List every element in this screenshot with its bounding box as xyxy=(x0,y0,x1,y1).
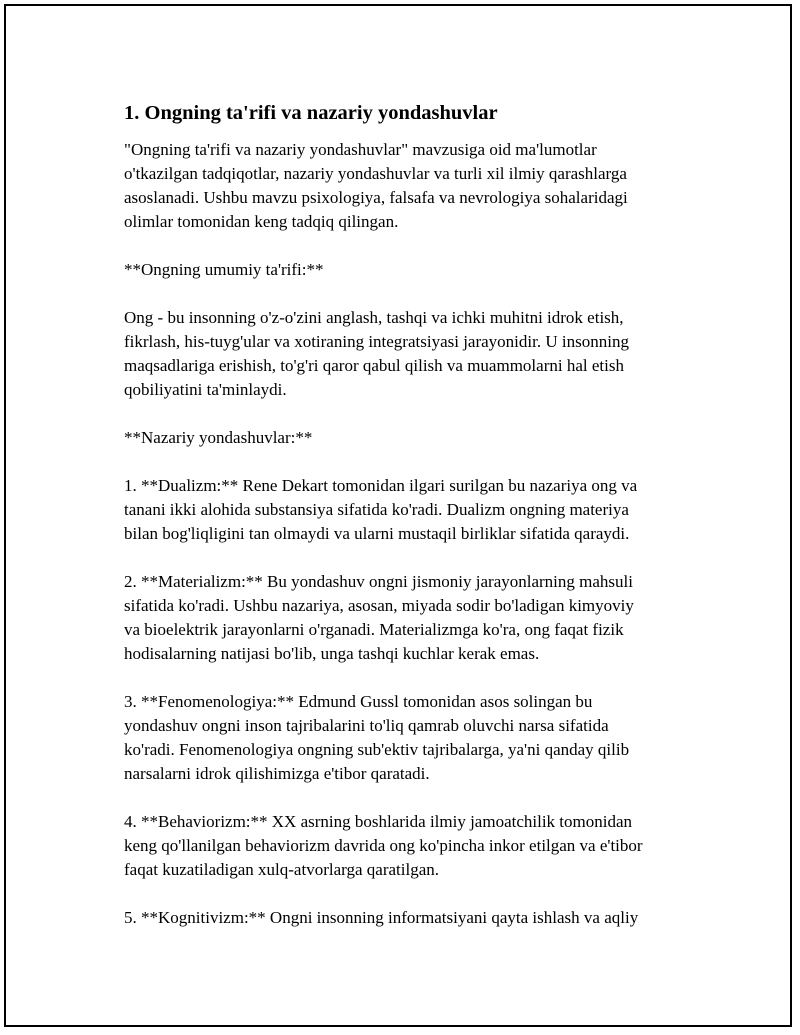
text-line: 2. **Materializm:** Bu yondashuv ongni jismoniy jarayonlarning mahsuli xyxy=(124,572,633,591)
text-line: **Ongning umumiy ta'rifi:** xyxy=(124,260,324,279)
text-line: narsalarni idrok qilishimizga e'tibor qaratadi. xyxy=(124,764,430,783)
list-item-phenomenology xyxy=(124,690,694,786)
text-line: yondashuv ongni inson tajribalarini to'liq qamrab oluvchi narsa sifatida xyxy=(124,716,609,735)
text-line: olimlar tomonidan keng tadqiq qilingan. xyxy=(124,212,399,231)
page-frame xyxy=(4,4,792,1027)
list-item-materialism xyxy=(124,570,694,666)
list-item-cognitivism xyxy=(124,906,694,930)
text-line: sifatida ko'radi. Ushbu nazariya, asosan, miyada sodir bo'ladigan kimyoviy xyxy=(124,596,634,615)
text-line: "Ongning ta'rifi va nazariy yondashuvlar" mavzusiga oid ma'lumotlar xyxy=(124,140,597,159)
text-line: **Nazariy yondashuvlar:** xyxy=(124,428,313,447)
subheading-theoretical-approaches xyxy=(124,426,694,450)
text-line: bilan bog'liqligini tan olmaydi va ularni mustaqil birliklar sifatida qaraydi. xyxy=(124,524,630,543)
text-line: asoslanadi. Ushbu mavzu psixologiya, falsafa va nevrologiya sohalaridagi xyxy=(124,188,628,207)
document-body xyxy=(124,101,694,954)
list-item-dualism xyxy=(124,474,694,546)
text-line: maqsadlariga erishish, to'g'ri qaror qabul qilish va muammolarni hal etish xyxy=(124,356,624,375)
intro-paragraph xyxy=(124,138,694,234)
text-line: 5. **Kognitivizm:** Ongni insonning informatsiyani qayta ishlash va aqliy xyxy=(124,908,639,927)
text-line: 1. **Dualizm:** Rene Dekart tomonidan ilgari surilgan bu nazariya ong va xyxy=(124,476,638,495)
text-line: va bioelektrik jarayonlarni o'rganadi. Materializmga ko'ra, ong faqat fizik xyxy=(124,620,624,639)
subheading-general-definition xyxy=(124,258,694,282)
text-line: 4. **Behaviorizm:** XX asrning boshlarida ilmiy jamoatchilik tomonidan xyxy=(124,812,633,831)
text-line: keng qo'llanilgan behaviorizm davrida ong ko'pincha inkor etilgan va e'tibor xyxy=(124,836,643,855)
text-line: faqat kuzatiladigan xulq-atvorlarga qaratilgan. xyxy=(124,860,439,879)
definition-paragraph xyxy=(124,306,694,402)
text-line: o'tkazilgan tadqiqotlar, nazariy yondashuvlar va turli xil ilmiy qarashlarga xyxy=(124,164,627,183)
section-heading: 1. Ongning ta'rifi va nazariy yondashuvlar xyxy=(124,102,498,124)
text-line: Ong - bu insonning o'z-o'zini anglash, tashqi va ichki muhitni idrok etish, xyxy=(124,308,624,327)
text-line: fikrlash, his-tuyg'ular va xotiraning integratsiyasi jarayonidir. U insonning xyxy=(124,332,629,351)
text-line: 3. **Fenomenologiya:** Edmund Gussl tomonidan asos solingan bu xyxy=(124,692,593,711)
text-line: ko'radi. Fenomenologiya ongning sub'ektiv tajribalarga, ya'ni qanday qilib xyxy=(124,740,630,759)
list-item-behaviorism xyxy=(124,810,694,882)
text-line: tanani ikki alohida substansiya sifatida ko'radi. Dualizm ongning materiya xyxy=(124,500,629,519)
text-line: hodisalarning natijasi bo'lib, unga tashqi kuchlar kerak emas. xyxy=(124,644,540,663)
text-line: qobiliyatini ta'minlaydi. xyxy=(124,380,287,399)
